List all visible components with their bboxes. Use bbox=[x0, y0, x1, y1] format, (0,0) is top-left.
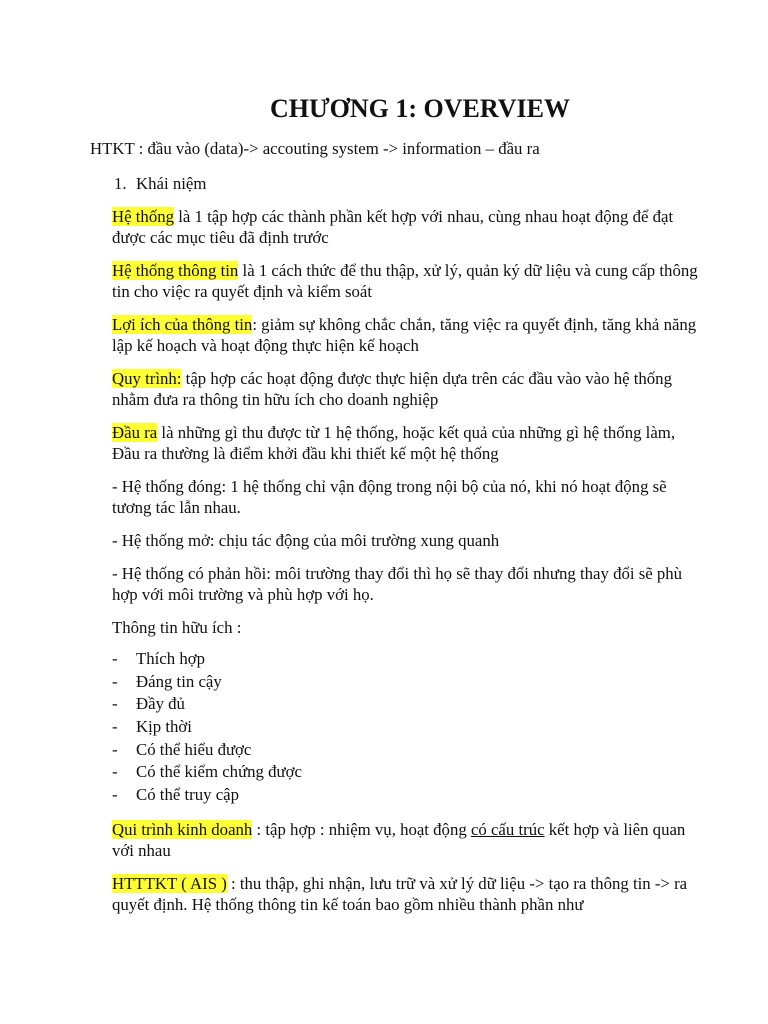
list-item: - Có thể truy cập bbox=[112, 784, 698, 807]
definition-paragraph bbox=[112, 314, 698, 356]
definition-text: : thu thập, ghi nhận, lưu trữ và xử lý dữ liệu -> tạo ra thông tin -> ra quyết định. Hệ thống thông tin kế toán bao gồm nhiều thành phần như bbox=[112, 873, 688, 914]
definition-text: : tập hợp : nhiệm vụ, hoạt động bbox=[252, 819, 471, 839]
system-type-open: - Hệ thống mở: chịu tác động của môi trường xung quanh bbox=[112, 531, 500, 550]
definition-text: giảm sự không chắc chắn, tăng việc ra quyết định, tăng khả năng lập kế hoạch và hoạt động thực hiện kế hoạch bbox=[112, 315, 697, 355]
highlighted-term: Hệ thống thông tin bbox=[112, 261, 239, 280]
useful-info-label: Thông tin hữu ích : bbox=[112, 618, 242, 637]
business-process-paragraph bbox=[112, 819, 698, 861]
list-item: - Thích hợp bbox=[112, 648, 698, 671]
term-separator: : bbox=[252, 315, 262, 334]
useful-info-list bbox=[112, 648, 698, 807]
definition-text: là 1 cách thức để thu thập, xử lý, quản ký dữ liệu và cung cấp thông tin cho việc ra quyết định và kiểm soát bbox=[112, 261, 698, 301]
definition-text: là những gì thu được từ 1 hệ thống, hoặc kết quả của những gì hệ thống làm, Đầu ra thường là điểm khởi đầu khi thiết kế một hệ thống bbox=[112, 423, 676, 463]
definition-paragraph bbox=[112, 422, 698, 464]
section-number: 1. bbox=[114, 174, 127, 193]
definition-paragraph bbox=[112, 260, 698, 302]
section-title: Khái niệm bbox=[136, 174, 207, 193]
definition-text: kết hợp và liên quan với nhau bbox=[112, 819, 686, 860]
definition-text: là 1 tập hợp các thành phần kết hợp với nhau, cùng nhau hoạt động để đạt được các mục tiêu đã định trước bbox=[112, 207, 674, 247]
definition-paragraph bbox=[112, 368, 698, 410]
section-heading bbox=[114, 173, 698, 194]
highlighted-term: Đầu ra bbox=[112, 423, 158, 442]
system-type-feedback: - Hệ thống có phản hồi: môi trường thay đổi thì họ sẽ thay đổi nhưng thay đổi sẽ phù hợp với môi trường và phù hợp với họ. bbox=[112, 564, 683, 604]
highlighted-term: HTTTKT ( AIS ) bbox=[112, 873, 227, 893]
ais-paragraph bbox=[112, 873, 698, 915]
chapter-title: CHƯƠNG 1: OVERVIEW bbox=[269, 94, 570, 123]
highlighted-term: Lợi ích của thông tin bbox=[112, 315, 253, 334]
underlined-text: có cấu trúc bbox=[470, 819, 545, 839]
intro-line: HTKT : đầu vào (data)-> accouting system -> information – đầu ra bbox=[90, 139, 540, 158]
highlighted-term: Hệ thống bbox=[112, 207, 174, 226]
system-type-closed: - Hệ thống đóng: 1 hệ thống chỉ vận động trong nội bộ của nó, khi nó hoạt động sẽ tương tác lẫn nhau. bbox=[112, 477, 667, 517]
list-item: - Đầy đủ bbox=[112, 693, 698, 716]
highlighted-term: Quy trình: bbox=[112, 369, 182, 388]
definition-paragraph bbox=[112, 206, 698, 248]
list-item: - Kịp thời bbox=[112, 716, 698, 739]
list-item: - Đáng tin cậy bbox=[112, 671, 698, 694]
definition-text: tập hợp các hoạt động được thực hiện dựa trên các đầu vào vào hệ thống nhằm đưa ra thông tin hữu ích cho doanh nghiệp bbox=[112, 369, 672, 409]
highlighted-term: Qui trình kinh doanh bbox=[112, 819, 253, 839]
list-item: - Có thể hiểu được bbox=[112, 739, 698, 762]
list-item: - Có thể kiểm chứng được bbox=[112, 761, 698, 784]
